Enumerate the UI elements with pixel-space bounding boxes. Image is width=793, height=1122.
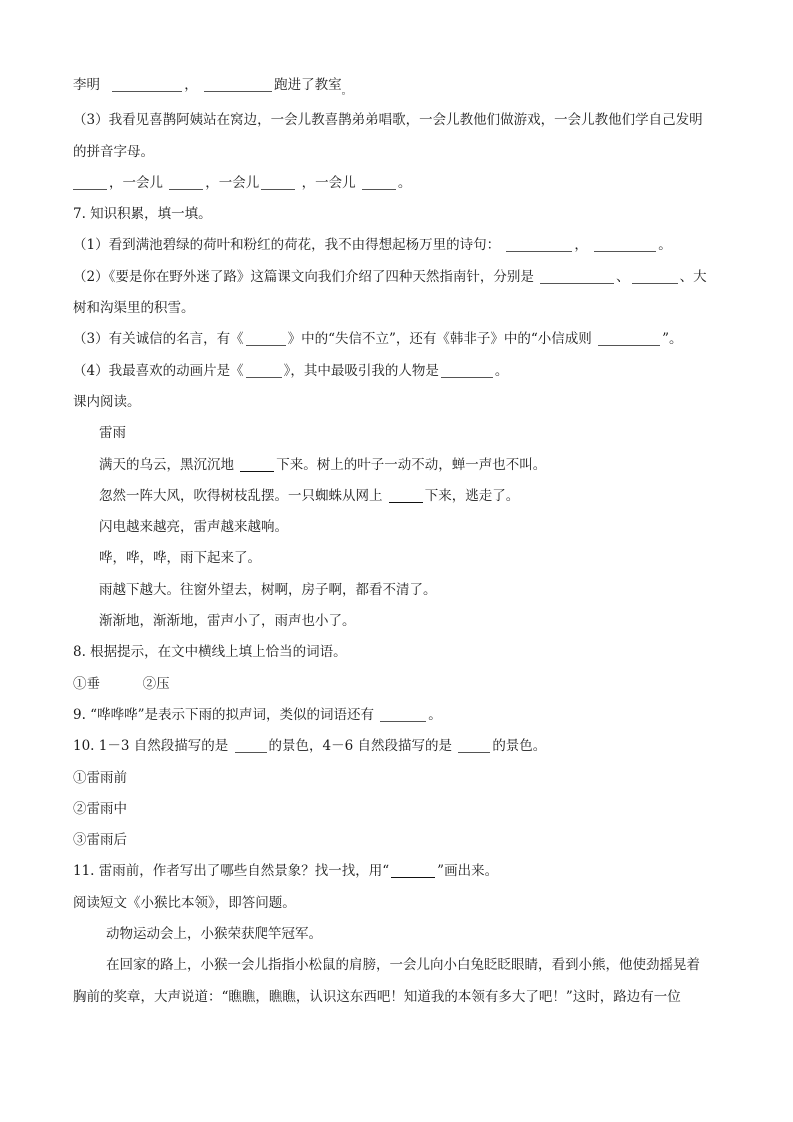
text: 下来，逃走了。 [424,487,520,504]
text: ，一会儿 [205,174,260,191]
question-title: 8. 根据提示，在文中横线上填上恰当的词语。 [73,644,347,661]
q9 [73,700,723,731]
line-magpie-cont [73,137,723,168]
text: ”。 [662,331,683,348]
answer-blank[interactable] [632,269,678,284]
q7-part3 [73,324,723,355]
option-text: ②压 [142,675,170,692]
answer-blank[interactable] [204,77,272,92]
answer-blank[interactable] [261,175,295,190]
answer-blank[interactable] [240,457,274,472]
passage-title: 雷雨 [99,425,126,442]
reading1-heading [73,387,723,418]
text: 。 [428,706,442,723]
answer-blank[interactable] [235,738,267,753]
q10 [73,731,723,762]
text: ， [574,237,588,254]
answer-blank[interactable] [380,707,426,722]
q8-title [73,637,723,668]
text: 哗，哗，哗，雨下起来了。 [99,550,261,567]
reading2-para2-line2 [73,982,723,1013]
text: ”画出来。 [437,863,499,880]
text: 。 [341,86,352,97]
text: 树和沟渠里的积雪。 [73,300,195,317]
underline-sample [391,863,435,878]
q11 [73,856,723,887]
reading1-para4 [73,543,723,574]
text: 渐渐地，渐渐地，雷声小了，雨声也小了。 [99,613,356,630]
question-title: 9. “哗哗哗”是表示下雨的拟声词，类似的词语还有 [73,706,374,723]
text: （3）有关诚信的名言，有《 [73,331,244,348]
answer-blank[interactable] [506,237,572,252]
q10-option-1 [73,763,723,794]
text: 李明 [73,77,100,93]
text: 、大 [679,268,707,285]
text: 。 [658,237,672,254]
reading2-heading [73,888,723,919]
answer-blank[interactable] [112,77,182,92]
q8-options [73,669,723,700]
reading1-para1 [73,450,723,481]
answer-blank[interactable] [540,269,614,284]
reading1-para2 [73,481,723,512]
reading1-para6 [73,606,723,637]
line-magpie-sentence [73,105,723,136]
line-yihuier-fill [73,168,723,199]
text: 跑进了教室 [274,77,342,93]
question-title: 10. 1－3 自然段描写的是 [73,738,229,755]
text: 》中的“失信不立”，还有《韩非子》中的“小信成则 [287,331,592,348]
q7-part1 [73,230,723,261]
reading1-para3 [73,512,723,543]
text: 。 [494,362,509,379]
option-text: ③雷雨后 [73,832,127,849]
text: 满天的乌云，黑沉沉地 [99,456,234,473]
text: 忽然一阵大风，吹得树枝乱摆。一只蜘蛛从网上 [99,487,383,504]
text: 的景色，4－6 自然段描写的是 [268,738,453,755]
text: 在回家的路上，小猴一会儿指指小松鼠的肩膀，一会儿向小白兔眨眨眼睛，看到小熊，他使劲摇晃着 [106,957,700,974]
q7-title [73,199,723,230]
answer-blank[interactable] [169,175,203,190]
reading2-para1 [73,919,723,950]
question-title: 7. 知识积累，填一填。 [73,206,212,223]
text: 动物运动会上，小猴荣获爬竿冠军。 [106,926,322,943]
answer-blank[interactable] [441,363,493,378]
q10-option-3 [73,825,723,856]
text: ，一会儿 [109,174,163,191]
text: 雨越下越大。往窗外望去，树啊，房子啊，都看不清了。 [99,581,437,598]
reading2-para2-line1 [73,950,723,981]
answer-blank[interactable] [246,331,286,346]
text: 胸前的奖章，大声说道：“瞧瞧，瞧瞧，认识这东西吧！知道我的本领有多大了吧！”这时，路边有一位 [73,988,681,1005]
question-title: 11. 雷雨前，作者写出了哪些自然景象？找一找，用“ [73,863,390,880]
text: 。 [397,174,412,191]
answer-blank[interactable] [594,237,656,252]
reading1-title [73,418,723,449]
text: 的拼音字母。 [73,143,154,160]
option-text: ①雷雨前 [73,769,127,786]
answer-blank[interactable] [389,488,423,503]
answer-blank[interactable] [73,175,107,190]
text: ，一会儿 [301,174,356,191]
reading1-para5 [73,575,723,606]
answer-blank[interactable] [598,331,660,346]
text: 、 [616,268,630,285]
section-heading: 课内阅读。 [73,393,141,410]
worksheet-page [73,70,723,1013]
option-text: ②雷雨中 [73,800,127,817]
answer-blank[interactable] [458,738,490,753]
text: 下来。树上的叶子一动不动，蝉一声也不叫。 [276,456,547,473]
text: （1）看到满池碧绿的荷叶和粉红的荷花，我不由得想起杨万里的诗句： [73,237,501,254]
text: （2）《要是你在野外迷了路》这篇课文向我们介绍了四种天然指南针，分别是 [73,268,534,285]
q7-part2-cont [73,293,723,324]
section-heading: 阅读短文《小猴比本领》，即答问题。 [73,894,296,911]
q10-option-2 [73,794,723,825]
answer-blank[interactable] [246,363,282,378]
answer-blank[interactable] [362,175,396,190]
text: 闪电越来越亮，雷声越来越响。 [99,519,288,536]
text: 》，其中最吸引我的人物是 [283,362,439,379]
text: （3）我看见喜鹊阿姨站在窝边，一会儿教喜鹊弟弟唱歌，一会儿教他们做游戏，一会儿教他们学自己发明 [73,112,703,129]
option-text: ①垂 [73,675,100,692]
q7-part4 [73,356,723,387]
q7-part2 [73,262,723,293]
text: （4）我最喜欢的动画片是《 [73,362,244,379]
line-liming [73,70,723,101]
text: 的景色。 [492,738,547,755]
text: ， [184,77,198,93]
